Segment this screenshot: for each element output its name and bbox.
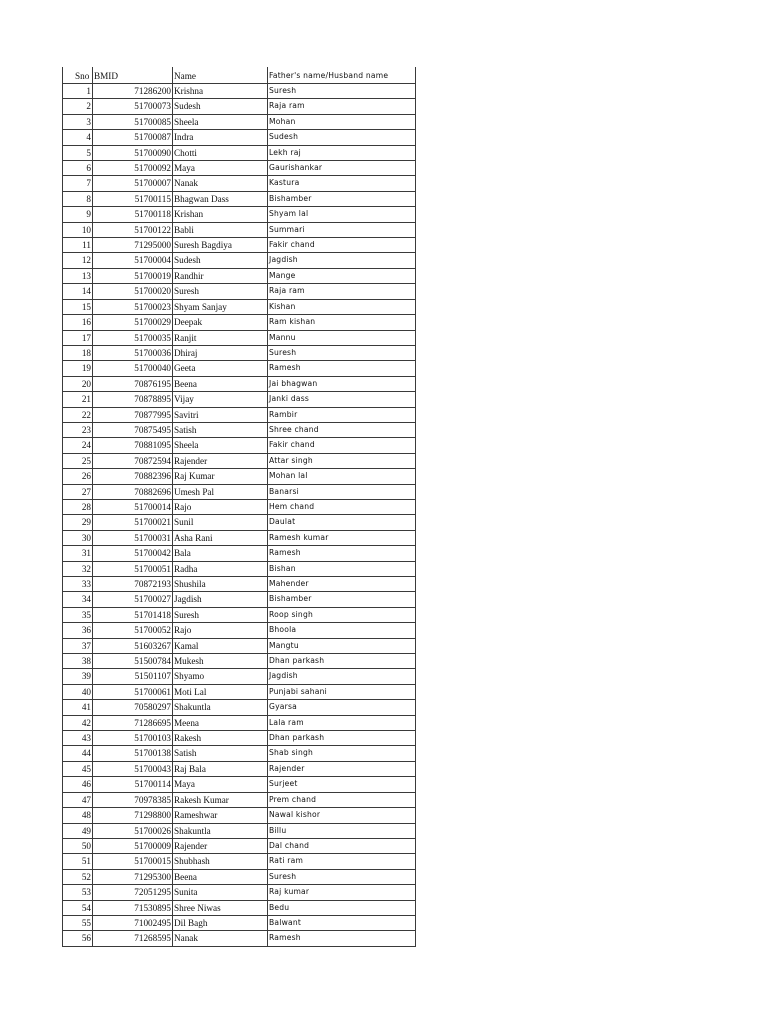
cell-father-name: Jagdish — [268, 669, 416, 684]
cell-name: Sunil — [173, 515, 268, 530]
cell-sno: 18 — [63, 345, 93, 360]
cell-name: Krishna — [173, 84, 268, 99]
cell-sno: 8 — [63, 191, 93, 206]
table-row — [63, 145, 416, 160]
cell-father-name: Punjabi sahani — [268, 684, 416, 699]
cell-name: Dhiraj — [173, 345, 268, 360]
records-table — [62, 67, 416, 947]
cell-bmid: 70872193 — [93, 577, 173, 592]
cell-name: Geeta — [173, 361, 268, 376]
table-row — [63, 607, 416, 622]
cell-bmid: 51700035 — [93, 330, 173, 345]
cell-sno: 42 — [63, 715, 93, 730]
cell-father-name: Summari — [268, 222, 416, 237]
cell-father-name: Ramesh — [268, 546, 416, 561]
table-row — [63, 299, 416, 314]
cell-father-name: Rati ram — [268, 854, 416, 869]
table-row — [63, 915, 416, 930]
cell-sno: 52 — [63, 869, 93, 884]
cell-name: Jagdish — [173, 592, 268, 607]
cell-father-name: Nawal kishor — [268, 808, 416, 823]
cell-father-name: Suresh — [268, 345, 416, 360]
table-row — [63, 931, 416, 946]
cell-father-name: Dhan parkash — [268, 731, 416, 746]
cell-bmid: 72051295 — [93, 885, 173, 900]
table-row — [63, 484, 416, 499]
cell-sno: 9 — [63, 207, 93, 222]
cell-father-name: Bishan — [268, 561, 416, 576]
cell-name: Umesh Pal — [173, 484, 268, 499]
cell-sno: 4 — [63, 130, 93, 145]
table-row — [63, 546, 416, 561]
cell-bmid: 71295000 — [93, 238, 173, 253]
cell-bmid: 71295300 — [93, 869, 173, 884]
table-row — [63, 114, 416, 129]
cell-name: Kamal — [173, 638, 268, 653]
cell-sno: 1 — [63, 84, 93, 99]
cell-father-name: Rajender — [268, 761, 416, 776]
table-row — [63, 592, 416, 607]
table-row — [63, 84, 416, 99]
cell-name: Shubhash — [173, 854, 268, 869]
cell-sno: 5 — [63, 145, 93, 160]
cell-sno: 51 — [63, 854, 93, 869]
cell-father-name: Ramesh kumar — [268, 530, 416, 545]
cell-bmid: 51700043 — [93, 761, 173, 776]
cell-bmid: 51700103 — [93, 731, 173, 746]
cell-bmid: 51700031 — [93, 530, 173, 545]
cell-father-name: Gaurishankar — [268, 161, 416, 176]
cell-name: Asha Rani — [173, 530, 268, 545]
cell-father-name: Mannu — [268, 330, 416, 345]
table-row — [63, 823, 416, 838]
cell-name: Shyamo — [173, 669, 268, 684]
cell-sno: 24 — [63, 438, 93, 453]
cell-father-name: Ram kishan — [268, 315, 416, 330]
cell-bmid: 51700114 — [93, 777, 173, 792]
cell-bmid: 70580297 — [93, 700, 173, 715]
table-row — [63, 345, 416, 360]
cell-name: Randhir — [173, 268, 268, 283]
cell-father-name: Daulat — [268, 515, 416, 530]
table-row — [63, 207, 416, 222]
cell-father-name: Prem chand — [268, 792, 416, 807]
cell-father-name: Mange — [268, 268, 416, 283]
cell-father-name: Bishamber — [268, 191, 416, 206]
cell-father-name: Ramesh — [268, 931, 416, 946]
cell-father-name: Ramesh — [268, 361, 416, 376]
cell-father-name: Kishan — [268, 299, 416, 314]
cell-bmid: 71268595 — [93, 931, 173, 946]
table-row — [63, 438, 416, 453]
cell-bmid: 51700023 — [93, 299, 173, 314]
table-row — [63, 330, 416, 345]
table-row — [63, 161, 416, 176]
cell-name: Satish — [173, 422, 268, 437]
cell-father-name: Jagdish — [268, 253, 416, 268]
table-row — [63, 808, 416, 823]
cell-bmid: 51700040 — [93, 361, 173, 376]
cell-father-name: Attar singh — [268, 453, 416, 468]
cell-bmid: 51701418 — [93, 607, 173, 622]
cell-bmid: 51700118 — [93, 207, 173, 222]
cell-father-name: Raja ram — [268, 99, 416, 114]
cell-bmid: 51700015 — [93, 854, 173, 869]
table-row — [63, 684, 416, 699]
cell-father-name: Kastura — [268, 176, 416, 191]
cell-father-name: Suresh — [268, 84, 416, 99]
cell-sno: 40 — [63, 684, 93, 699]
cell-sno: 33 — [63, 577, 93, 592]
cell-name: Dil Bagh — [173, 915, 268, 930]
cell-sno: 12 — [63, 253, 93, 268]
cell-name: Bala — [173, 546, 268, 561]
cell-name: Shakuntla — [173, 700, 268, 715]
table-row — [63, 792, 416, 807]
cell-sno: 25 — [63, 453, 93, 468]
cell-name: Indra — [173, 130, 268, 145]
cell-name: Ranjit — [173, 330, 268, 345]
cell-sno: 2 — [63, 99, 93, 114]
table-row — [63, 700, 416, 715]
cell-name: Deepak — [173, 315, 268, 330]
cell-father-name: Bhoola — [268, 623, 416, 638]
cell-sno: 28 — [63, 499, 93, 514]
cell-name: Rajo — [173, 499, 268, 514]
cell-bmid: 51700026 — [93, 823, 173, 838]
table-row — [63, 623, 416, 638]
cell-name: Shree Niwas — [173, 900, 268, 915]
table-row — [63, 376, 416, 391]
cell-bmid: 51700009 — [93, 838, 173, 853]
table-row — [63, 515, 416, 530]
cell-sno: 6 — [63, 161, 93, 176]
cell-father-name: Surjeet — [268, 777, 416, 792]
cell-name: Raj Kumar — [173, 469, 268, 484]
cell-father-name: Jai bhagwan — [268, 376, 416, 391]
cell-bmid: 51700138 — [93, 746, 173, 761]
cell-sno: 34 — [63, 592, 93, 607]
cell-bmid: 51501107 — [93, 669, 173, 684]
cell-sno: 54 — [63, 900, 93, 915]
cell-father-name: Bedu — [268, 900, 416, 915]
table-row — [63, 530, 416, 545]
cell-name: Rajender — [173, 453, 268, 468]
cell-bmid: 71002495 — [93, 915, 173, 930]
cell-name: Suresh — [173, 284, 268, 299]
cell-bmid: 70872594 — [93, 453, 173, 468]
cell-name: Bhagwan Dass — [173, 191, 268, 206]
cell-father-name: Janki dass — [268, 392, 416, 407]
cell-bmid: 70882696 — [93, 484, 173, 499]
cell-bmid: 51700090 — [93, 145, 173, 160]
cell-sno: 46 — [63, 777, 93, 792]
cell-name: Meena — [173, 715, 268, 730]
cell-sno: 23 — [63, 422, 93, 437]
cell-bmid: 51500784 — [93, 654, 173, 669]
cell-sno: 44 — [63, 746, 93, 761]
cell-bmid: 51700007 — [93, 176, 173, 191]
cell-father-name: Raj kumar — [268, 885, 416, 900]
cell-name: Sudesh — [173, 253, 268, 268]
cell-sno: 20 — [63, 376, 93, 391]
cell-father-name: Shab singh — [268, 746, 416, 761]
table-row — [63, 761, 416, 776]
cell-sno: 31 — [63, 546, 93, 561]
cell-name: Nanak — [173, 931, 268, 946]
cell-name: Shyam Sanjay — [173, 299, 268, 314]
cell-bmid: 51700004 — [93, 253, 173, 268]
table-row — [63, 130, 416, 145]
cell-father-name: Balwant — [268, 915, 416, 930]
cell-father-name: Dal chand — [268, 838, 416, 853]
cell-bmid: 70878895 — [93, 392, 173, 407]
cell-father-name: Lala ram — [268, 715, 416, 730]
cell-bmid: 51700092 — [93, 161, 173, 176]
cell-sno: 27 — [63, 484, 93, 499]
cell-father-name: Raja ram — [268, 284, 416, 299]
table-row — [63, 176, 416, 191]
cell-bmid: 51700020 — [93, 284, 173, 299]
cell-sno: 29 — [63, 515, 93, 530]
cell-father-name: Fakir chand — [268, 238, 416, 253]
table-row — [63, 407, 416, 422]
table-row — [63, 191, 416, 206]
cell-name: Suresh Bagdiya — [173, 238, 268, 253]
cell-sno: 43 — [63, 731, 93, 746]
cell-sno: 15 — [63, 299, 93, 314]
cell-name: Radha — [173, 561, 268, 576]
table-row — [63, 284, 416, 299]
cell-sno: 32 — [63, 561, 93, 576]
cell-bmid: 51700036 — [93, 345, 173, 360]
cell-bmid: 51700051 — [93, 561, 173, 576]
table-row — [63, 577, 416, 592]
cell-father-name: Bishamber — [268, 592, 416, 607]
cell-sno: 7 — [63, 176, 93, 191]
header-sno: Sno — [63, 67, 93, 84]
cell-bmid: 51700029 — [93, 315, 173, 330]
records-table-body — [63, 67, 416, 946]
cell-sno: 14 — [63, 284, 93, 299]
header-father-name: Father's name/Husband name — [268, 67, 416, 84]
table-row — [63, 777, 416, 792]
header-name: Name — [173, 67, 268, 84]
cell-bmid: 51700014 — [93, 499, 173, 514]
cell-father-name: Lekh raj — [268, 145, 416, 160]
cell-name: Maya — [173, 777, 268, 792]
cell-bmid: 51700061 — [93, 684, 173, 699]
cell-father-name: Billu — [268, 823, 416, 838]
cell-name: Sheela — [173, 114, 268, 129]
cell-name: Moti Lal — [173, 684, 268, 699]
cell-bmid: 51700019 — [93, 268, 173, 283]
cell-name: Mukesh — [173, 654, 268, 669]
cell-name: Rakesh Kumar — [173, 792, 268, 807]
cell-bmid: 51700122 — [93, 222, 173, 237]
cell-bmid: 70877995 — [93, 407, 173, 422]
cell-name: Sunita — [173, 885, 268, 900]
cell-name: Nanak — [173, 176, 268, 191]
cell-sno: 38 — [63, 654, 93, 669]
table-row — [63, 453, 416, 468]
cell-sno: 19 — [63, 361, 93, 376]
table-row — [63, 222, 416, 237]
table-row — [63, 99, 416, 114]
cell-sno: 21 — [63, 392, 93, 407]
cell-bmid: 70978385 — [93, 792, 173, 807]
table-row — [63, 561, 416, 576]
cell-father-name: Rambir — [268, 407, 416, 422]
cell-sno: 45 — [63, 761, 93, 776]
cell-sno: 17 — [63, 330, 93, 345]
cell-name: Beena — [173, 376, 268, 391]
cell-bmid: 70876195 — [93, 376, 173, 391]
cell-father-name: Hem chand — [268, 499, 416, 514]
table-row — [63, 885, 416, 900]
cell-name: Sheela — [173, 438, 268, 453]
table-row — [63, 361, 416, 376]
cell-sno: 3 — [63, 114, 93, 129]
table-row — [63, 654, 416, 669]
cell-name: Savitri — [173, 407, 268, 422]
cell-bmid: 51700085 — [93, 114, 173, 129]
cell-father-name: Roop singh — [268, 607, 416, 622]
cell-name: Satish — [173, 746, 268, 761]
cell-name: Rameshwar — [173, 808, 268, 823]
cell-sno: 55 — [63, 915, 93, 930]
cell-bmid: 70882396 — [93, 469, 173, 484]
table-row — [63, 499, 416, 514]
cell-father-name: Suresh — [268, 869, 416, 884]
cell-sno: 48 — [63, 808, 93, 823]
cell-name: Raj Bala — [173, 761, 268, 776]
table-row — [63, 469, 416, 484]
header-bmid: BMID — [93, 67, 173, 84]
table-header-row — [63, 67, 416, 84]
table-row — [63, 253, 416, 268]
cell-sno: 53 — [63, 885, 93, 900]
cell-father-name: Shree chand — [268, 422, 416, 437]
cell-father-name: Mohan lal — [268, 469, 416, 484]
table-row — [63, 392, 416, 407]
cell-name: Shushila — [173, 577, 268, 592]
table-row — [63, 731, 416, 746]
cell-bmid: 51700087 — [93, 130, 173, 145]
cell-father-name: Fakir chand — [268, 438, 416, 453]
cell-father-name: Mohan — [268, 114, 416, 129]
cell-name: Rajender — [173, 838, 268, 853]
cell-father-name: Mahender — [268, 577, 416, 592]
cell-sno: 37 — [63, 638, 93, 653]
cell-sno: 13 — [63, 268, 93, 283]
cell-bmid: 70881095 — [93, 438, 173, 453]
cell-name: Rajo — [173, 623, 268, 638]
cell-bmid: 51700073 — [93, 99, 173, 114]
cell-sno: 26 — [63, 469, 93, 484]
table-row — [63, 268, 416, 283]
cell-name: Shakuntla — [173, 823, 268, 838]
cell-name: Suresh — [173, 607, 268, 622]
table-row — [63, 854, 416, 869]
cell-sno: 11 — [63, 238, 93, 253]
table-row — [63, 638, 416, 653]
cell-bmid: 71286695 — [93, 715, 173, 730]
cell-name: Chotti — [173, 145, 268, 160]
cell-bmid: 51700115 — [93, 191, 173, 206]
cell-bmid: 51700021 — [93, 515, 173, 530]
cell-bmid: 71286200 — [93, 84, 173, 99]
cell-name: Rakesh — [173, 731, 268, 746]
cell-father-name: Banarsi — [268, 484, 416, 499]
cell-name: Babli — [173, 222, 268, 237]
table-row — [63, 315, 416, 330]
table-row — [63, 900, 416, 915]
cell-father-name: Gyarsa — [268, 700, 416, 715]
cell-name: Krishan — [173, 207, 268, 222]
cell-sno: 49 — [63, 823, 93, 838]
cell-sno: 30 — [63, 530, 93, 545]
cell-name: Beena — [173, 869, 268, 884]
cell-father-name: Shyam lal — [268, 207, 416, 222]
cell-sno: 10 — [63, 222, 93, 237]
cell-bmid: 71298800 — [93, 808, 173, 823]
cell-sno: 50 — [63, 838, 93, 853]
cell-bmid: 71530895 — [93, 900, 173, 915]
cell-father-name: Mangtu — [268, 638, 416, 653]
table-row — [63, 669, 416, 684]
cell-name: Maya — [173, 161, 268, 176]
table-row — [63, 838, 416, 853]
cell-sno: 39 — [63, 669, 93, 684]
cell-bmid: 51700027 — [93, 592, 173, 607]
cell-name: Sudesh — [173, 99, 268, 114]
cell-sno: 16 — [63, 315, 93, 330]
cell-sno: 22 — [63, 407, 93, 422]
cell-bmid: 51700042 — [93, 546, 173, 561]
table-row — [63, 422, 416, 437]
cell-bmid: 51603267 — [93, 638, 173, 653]
table-row — [63, 715, 416, 730]
cell-sno: 56 — [63, 931, 93, 946]
cell-sno: 36 — [63, 623, 93, 638]
table-row — [63, 869, 416, 884]
cell-father-name: Sudesh — [268, 130, 416, 145]
table-row — [63, 746, 416, 761]
cell-sno: 41 — [63, 700, 93, 715]
cell-sno: 35 — [63, 607, 93, 622]
cell-sno: 47 — [63, 792, 93, 807]
cell-father-name: Dhan parkash — [268, 654, 416, 669]
cell-bmid: 70875495 — [93, 422, 173, 437]
cell-name: Vijay — [173, 392, 268, 407]
cell-bmid: 51700052 — [93, 623, 173, 638]
table-row — [63, 238, 416, 253]
